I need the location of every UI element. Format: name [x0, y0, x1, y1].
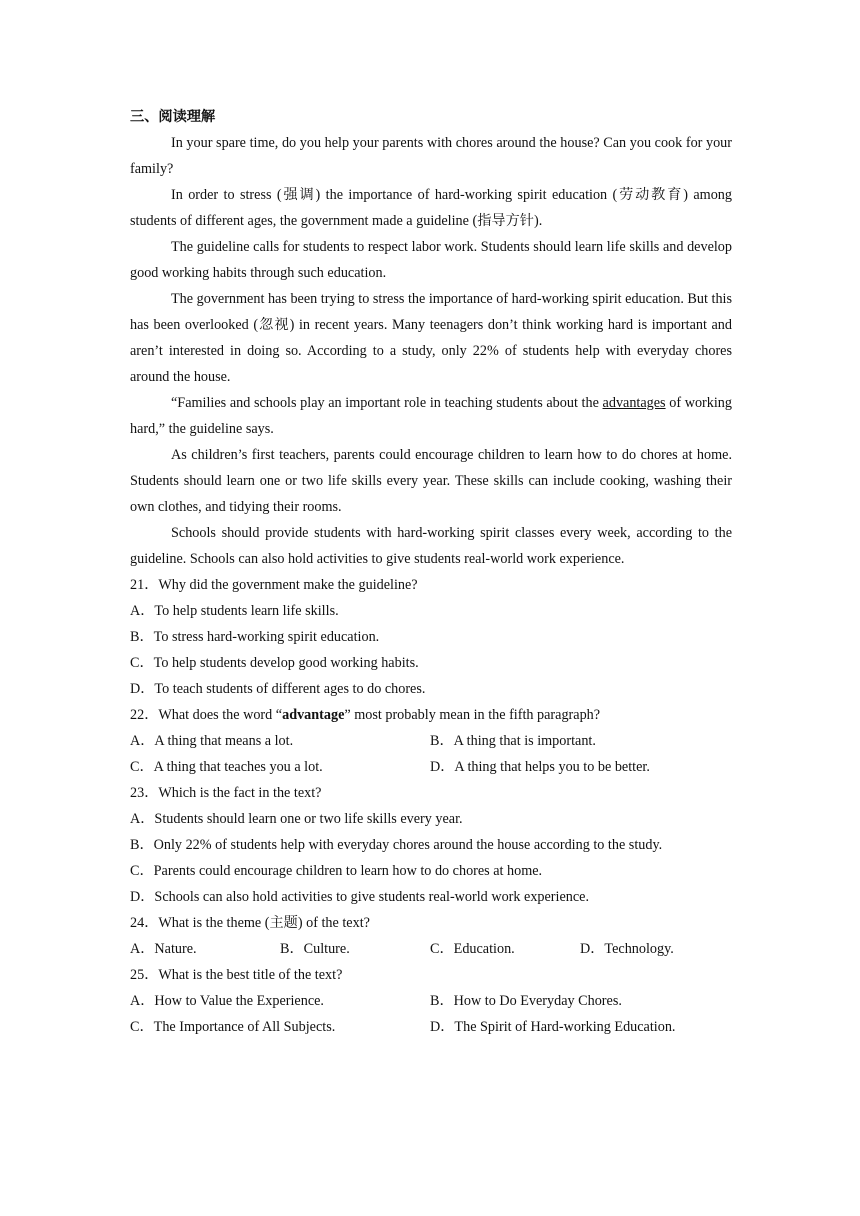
question-25-options-row-2 [130, 1014, 732, 1040]
question-22-options-row-2 [130, 754, 732, 780]
question-24-option-a: A．Nature. [130, 941, 197, 957]
question-24-option-c: C．Education. [430, 941, 515, 957]
question-23-option-c: C．Parents could encourage children to learn how to do chores at home. [130, 863, 543, 879]
passage-paragraph-3: The guideline calls for students to respect labor work. Students should learn life skills and develop good working habits through such education. [130, 239, 732, 281]
section-title: 三、阅读理解 [130, 109, 216, 125]
question-21-option-a: A．To help students learn life skills. [130, 603, 339, 619]
question-21-option-c: C．To help students develop good working habits. [130, 655, 419, 671]
question-25-option-c: C．The Importance of All Subjects. [130, 1019, 336, 1035]
question-22-keyword: advantage [282, 707, 345, 723]
passage-paragraph-7: Schools should provide students with hard-working spirit classes every week, according to the guideline. Schools can also hold activities to give students real-world work experience. [130, 525, 732, 567]
question-25-options-row-1 [130, 988, 732, 1014]
question-22-option-a: A．A thing that means a lot. [130, 733, 294, 749]
question-21-option-d: D．To teach students of different ages to do chores. [130, 681, 426, 697]
passage-paragraph-1: In your spare time, do you help your parents with chores around the house? Can you cook for your family? [130, 135, 732, 177]
question-22-options-row-1 [130, 728, 732, 754]
question-22-option-c: C．A thing that teaches you a lot. [130, 759, 323, 775]
passage-paragraph-6: As children’s first teachers, parents could encourage children to learn how to do chores at home. Students should learn one or two life skills every year. These skills can include cooking, washing their own clothes, and tidying their rooms. [130, 447, 732, 515]
underlined-word-advantages: advantages [602, 395, 666, 411]
passage-paragraph-5 [130, 390, 732, 442]
question-24-option-b: B．Culture. [280, 941, 350, 957]
passage-paragraph-4: The government has been trying to stress the importance of hard-working spirit education. But this has been overlooked (忽视) in recent years. Many teenagers don’t think working hard is important and aren’t interested in doing so. According to a study, only 22% of students help with everyday chores around the house. [130, 291, 732, 385]
question-24-stem: 24．What is the theme (主题) of the text? [130, 915, 370, 931]
question-25-option-b: B．How to Do Everyday Chores. [430, 993, 622, 1009]
question-24-options-row [130, 936, 732, 962]
question-22-stem-start: 22．What does the word “ [130, 707, 283, 723]
paragraph-5-text-end: of working hard,” the guideline says. [130, 395, 732, 437]
question-22-option-b: B．A thing that is important. [430, 733, 596, 749]
question-23-option-b: B．Only 22% of students help with everyday chores around the house according to the study. [130, 837, 663, 853]
question-23-option-d: D．Schools can also hold activities to give students real-world work experience. [130, 889, 590, 905]
passage-paragraph-2: In order to stress (强调) the importance of hard-working spirit education (劳动教育) among students of different ages, the government made a guideline (指导方针). [130, 187, 732, 229]
question-25-stem: 25．What is the best title of the text? [130, 967, 343, 983]
paragraph-5-text-start: “Families and schools play an important role in teaching students about the [171, 395, 603, 411]
question-21-stem: 21．Why did the government make the guideline? [130, 577, 418, 593]
exam-page [130, 104, 732, 1040]
question-22-option-d: D．A thing that helps you to be better. [430, 759, 650, 775]
question-24-option-d: D．Technology. [580, 941, 674, 957]
question-25-option-d: D．The Spirit of Hard-working Education. [430, 1019, 676, 1035]
question-23-stem: 23．Which is the fact in the text? [130, 785, 322, 801]
question-23-option-a: A．Students should learn one or two life skills every year. [130, 811, 463, 827]
question-25-option-a: A．How to Value the Experience. [130, 993, 324, 1009]
question-22-stem [130, 702, 732, 728]
question-22-stem-end: ” most probably mean in the fifth paragraph? [344, 707, 601, 723]
question-21-option-b: B．To stress hard-working spirit education. [130, 629, 380, 645]
